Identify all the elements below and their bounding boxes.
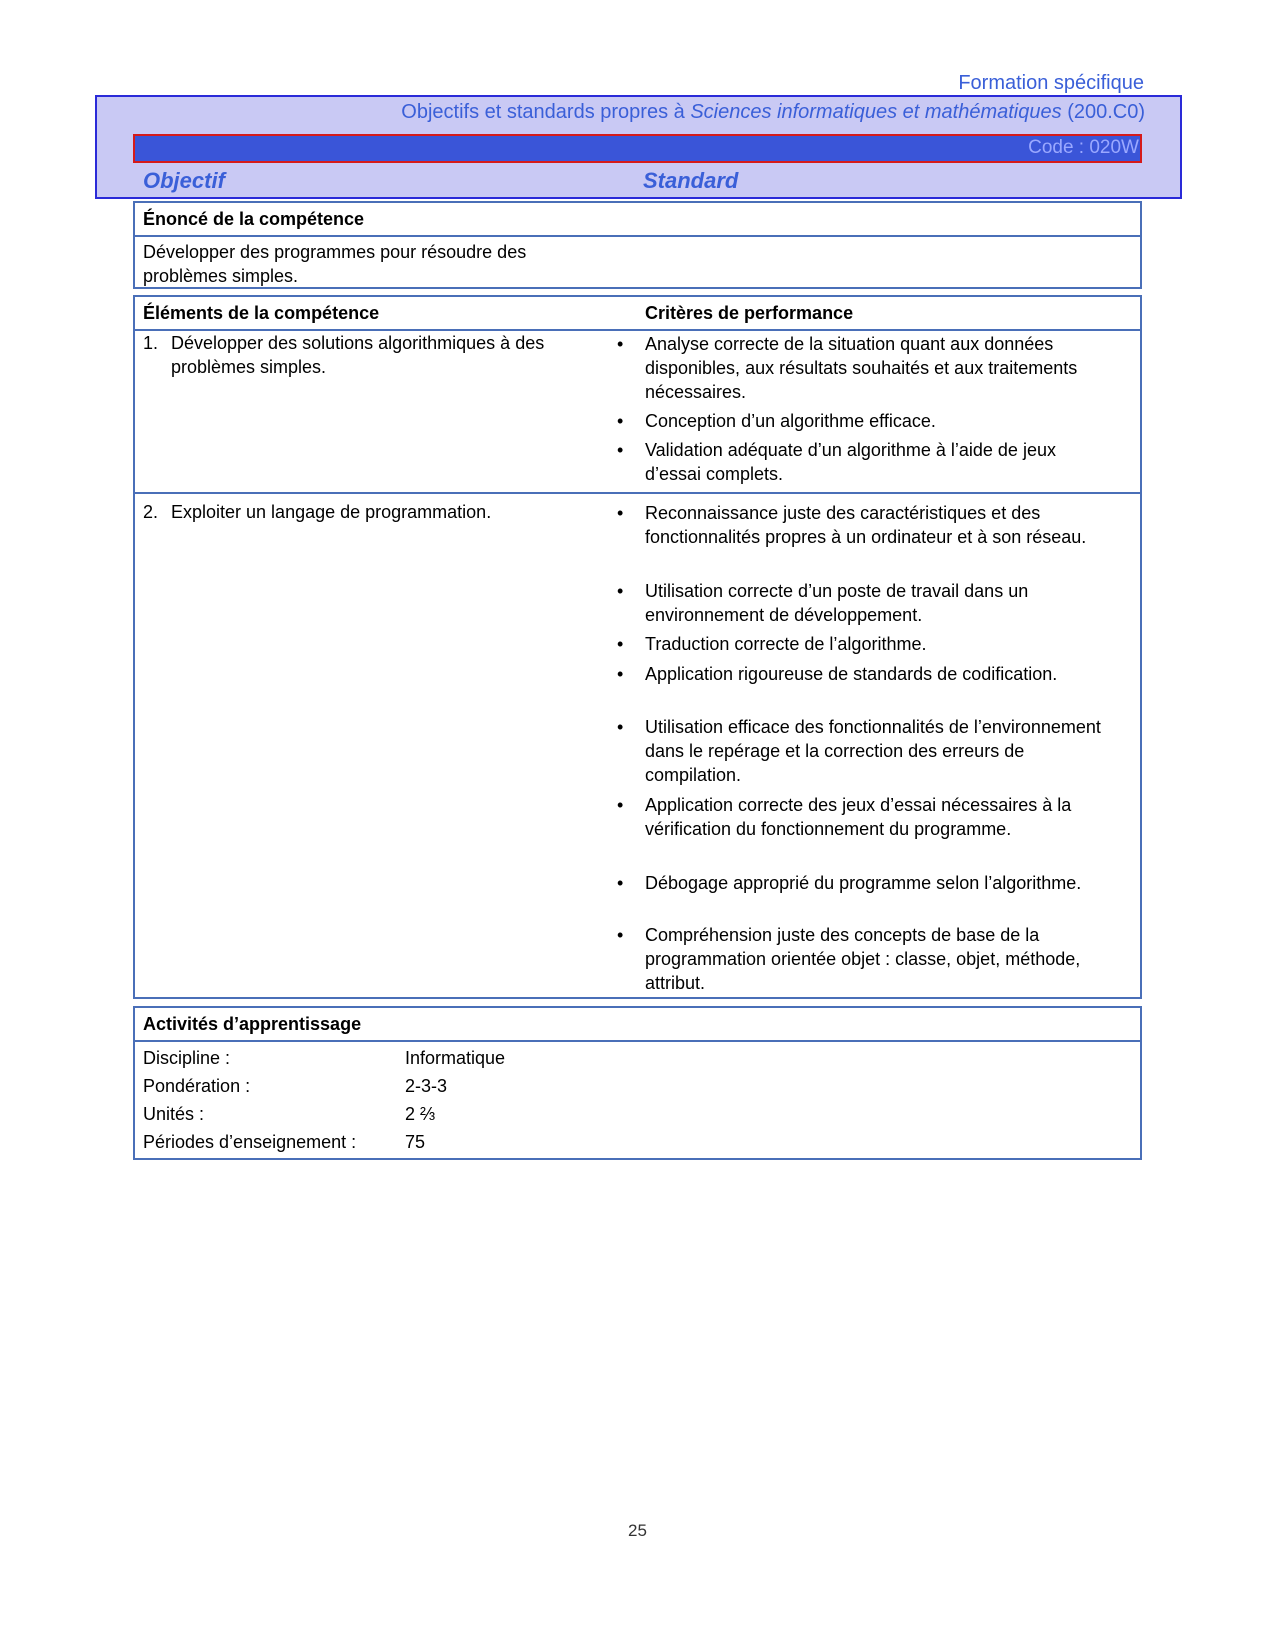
criterion-text: Compréhension juste des concepts de base de la programmation orientée objet : classe, objet, méthode, attribut. [645,925,1081,993]
column-objectif: Objectif [143,168,225,193]
discipline-label: Discipline : [143,1048,231,1068]
bullet-icon: • [617,634,624,654]
activities-title: Activités d’apprentissage [143,1014,362,1034]
unites-value: 2 ⅔ [405,1104,436,1124]
program-title [401,101,1145,124]
bullet-icon: • [617,440,624,460]
criterion-text: Débogage approprié du programme selon l’algorithme. [645,873,1082,893]
criterion-text: Validation adéquate d’un algorithme à l’aide de jeux d’essai complets. [645,440,1056,484]
criterion [617,501,1115,549]
element-text: Développer des solutions algorithmiques à des problèmes simples. [171,333,545,377]
element-number: 1. [143,333,159,353]
criteria-column-title: Critères de performance [645,303,854,323]
periodes-value: 75 [405,1132,426,1152]
discipline-row [143,1048,506,1069]
page-number: 25 [628,1521,647,1540]
bullet-icon: • [617,581,624,601]
activities-header [135,1008,1140,1042]
element-text: Exploiter un langage de programmation. [171,502,492,522]
top-label: Formation spécifique [958,72,1144,94]
competence-box [133,201,1142,289]
competence-title: Énoncé de la compétence [143,209,365,229]
criterion [617,632,1115,656]
periodes-row [143,1132,426,1153]
criterion [617,871,1115,895]
competence-text: Développer des programmes pour résoudre des problèmes simples. [143,242,527,286]
bullet-icon: • [617,873,624,893]
criterion [617,662,1115,686]
criterion [617,579,1115,627]
program-code: (200.C0) [1067,101,1145,123]
unites-row [143,1104,436,1125]
course-code: Code : 020W [1028,137,1139,158]
bullet-icon: • [617,925,624,945]
criterion [617,715,1115,787]
column-standard: Standard [643,168,739,193]
criterion-text: Analyse correcte de la situation quant aux données disponibles, aux résultats souhaités et aux traitements nécessaires. [645,334,1078,402]
unites-label: Unités : [143,1104,205,1124]
ponderation-row [143,1076,448,1097]
criterion [617,793,1115,841]
competence-header [135,203,1140,237]
criterion-text: Application rigoureuse de standards de codification. [645,664,1058,684]
elements-header [135,297,1140,331]
element-number: 2. [143,502,159,522]
ponderation-value: 2-3-3 [405,1076,448,1096]
criterion-text: Reconnaissance juste des caractéristiques et des fonctionnalités propres à un ordinateur et à son réseau. [645,503,1087,547]
ponderation-label: Pondération : [143,1076,251,1096]
criterion-text: Traduction correcte de l’algorithme. [645,634,927,654]
row-divider [135,492,1140,494]
criterion [617,438,1115,486]
discipline-value: Informatique [405,1048,506,1068]
criterion-text: Application correcte des jeux d’essai nécessaires à la vérification du fonctionnement du programme. [645,795,1072,839]
criterion [617,923,1115,995]
criterion-text: Utilisation correcte d’un poste de travail dans un environnement de développement. [645,581,1029,625]
bullet-icon: • [617,411,624,431]
program-name: Sciences informatiques et mathématiques [690,101,1062,123]
bullet-icon: • [617,664,624,684]
program-prefix: Objectifs et standards propres à [401,101,685,123]
criterion [617,332,1115,404]
criterion-text: Conception d’un algorithme efficace. [645,411,936,431]
code-bar [133,134,1142,163]
bullet-icon: • [617,334,624,354]
elements-column-title: Éléments de la compétence [143,303,380,323]
periodes-label: Périodes d’enseignement : [143,1132,357,1152]
elements-box [133,295,1142,999]
bullet-icon: • [617,503,624,523]
criterion-text: Utilisation efficace des fonctionnalités de l’environnement dans le repérage et la correction des erreurs de compilation. [645,717,1101,785]
bullet-icon: • [617,717,624,737]
activities-box [133,1006,1142,1160]
criterion [617,409,1115,433]
bullet-icon: • [617,795,624,815]
